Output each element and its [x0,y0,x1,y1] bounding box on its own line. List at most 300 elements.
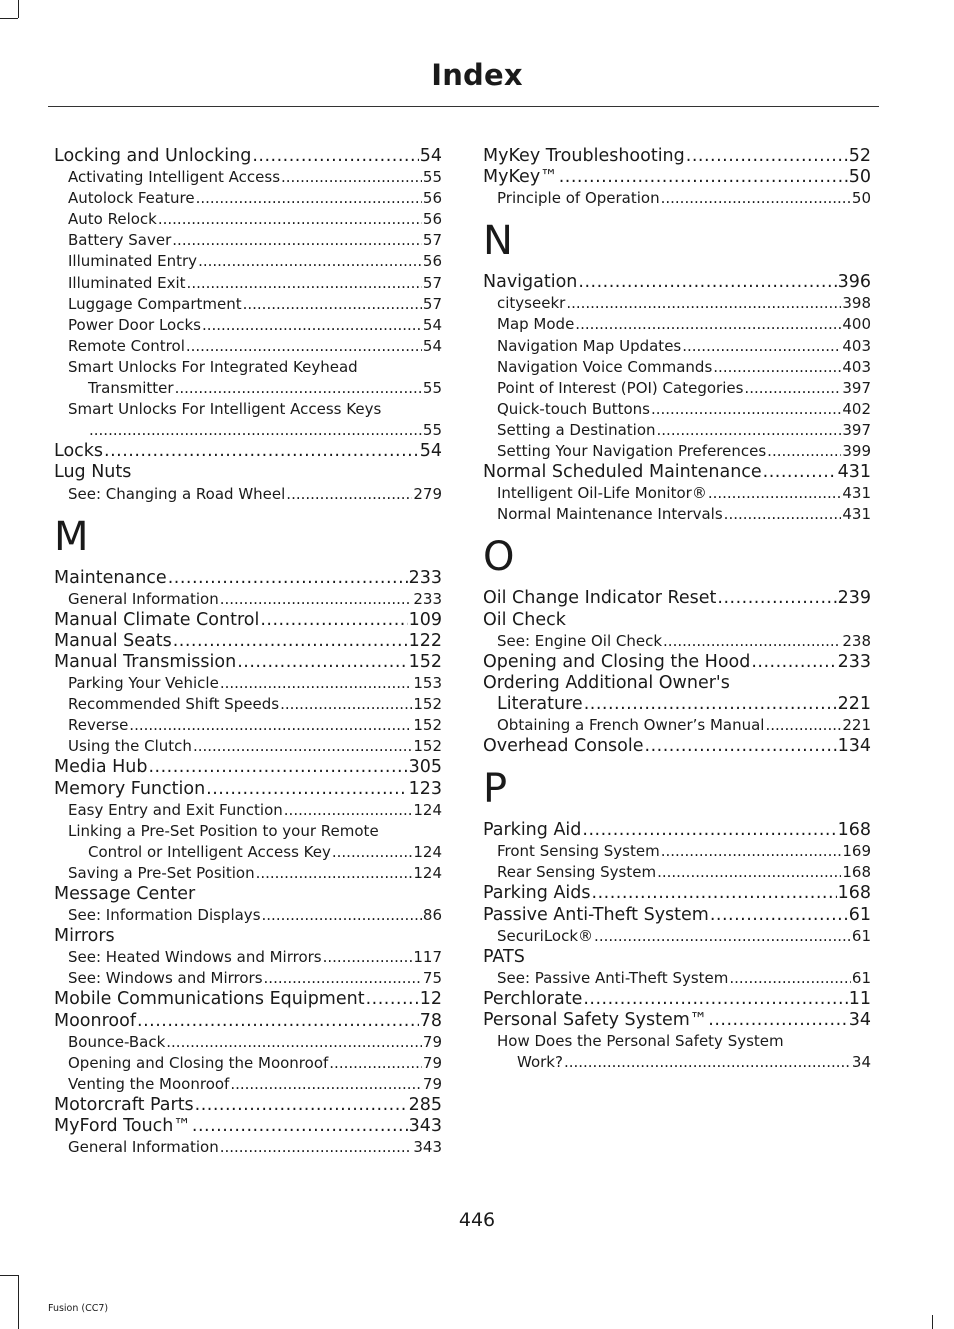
dot-leader [206,779,407,800]
entry-label: Map Mode [497,315,575,334]
dot-leader [661,841,842,862]
index-subentry[interactable] [483,378,871,399]
dot-leader [710,905,848,926]
page-title: Index [431,58,523,92]
index-subentry[interactable] [483,631,871,652]
index-subentry[interactable] [54,1032,442,1053]
page-reference: 61 [851,968,871,987]
dot-leader [89,420,422,441]
index-subentry[interactable] [483,483,871,504]
page-reference: 168 [837,883,871,904]
entry-label: Illuminated Exit [68,273,186,292]
index-subentry[interactable] [483,841,871,862]
index-subentry[interactable] [483,968,871,989]
dot-leader [663,631,841,652]
index-subentry[interactable] [483,188,871,209]
dot-leader [168,568,408,589]
entry-label: Parking Your Vehicle [68,674,219,693]
index-section-letter: M [54,513,89,560]
index-subentry[interactable] [54,315,442,336]
entry-label: Opening and Closing the Hood [483,651,751,672]
index-subentry[interactable] [54,209,442,230]
index-subentry[interactable] [54,905,442,926]
page-reference: 431 [842,484,871,503]
entry-label: Obtaining a French Owner’s Manual [497,715,765,734]
page-reference: 168 [837,820,871,841]
index-entry[interactable] [54,1011,442,1032]
page-reference: 54 [422,315,442,334]
page-reference: 34 [851,1053,871,1072]
page-reference: 239 [837,588,871,609]
entry-label: Reverse [68,716,129,735]
entry-label: Control or Intelligent Access Key [88,842,331,861]
index-subentry[interactable] [483,293,871,314]
dot-leader [260,610,407,631]
dot-leader [175,378,422,399]
entry-label: Passive Anti-Theft System [483,904,709,925]
index-subentry[interactable] [54,736,442,757]
dot-leader [262,905,422,926]
entry-label: Point of Interest (POI) Categories [497,378,744,397]
entry-label: Bounce-Back [68,1032,166,1051]
dot-leader [564,1052,851,1073]
dot-leader [237,652,407,673]
entry-label: Parking Aids [483,883,591,904]
index-subentry[interactable] [54,1137,442,1158]
page-reference: 396 [837,272,871,293]
page-reference: 398 [842,294,871,313]
entry-label: Locks [54,441,104,462]
entry-label: Manual Transmission [54,651,237,672]
page-reference: 285 [408,1094,442,1115]
entry-label: MyKey Troubleshooting [483,146,685,166]
index-subentry[interactable] [54,947,442,968]
index-subentry[interactable] [54,1053,442,1074]
page-reference: 343 [413,1138,442,1157]
entry-label: Navigation Map Updates [497,336,682,355]
index-entry[interactable] [54,568,442,589]
dot-leader [186,336,422,357]
index-entry[interactable] [54,1116,442,1137]
page-reference: 109 [408,609,442,630]
index-subentry-continuation[interactable] [54,420,442,441]
page-reference: 233 [408,567,442,588]
entry-label: Venting the Moonroof [68,1074,230,1093]
dot-leader [220,589,413,610]
crop-mark [18,0,19,18]
dot-leader [332,842,412,863]
dot-leader [230,1074,422,1095]
entry-label: MyFord Touch™ [54,1116,191,1137]
entry-label: Navigation [483,272,578,293]
dot-leader [713,357,841,378]
dot-leader [594,926,851,947]
index-entry[interactable] [483,272,871,293]
page-reference: 78 [419,1010,442,1031]
entry-label: Memory Function [54,778,206,799]
dot-leader [256,863,413,884]
index-entry[interactable] [483,146,871,167]
index-subentry[interactable] [483,926,871,947]
page-reference: 431 [837,462,871,483]
index-entry[interactable] [54,779,442,800]
entry-label: General Information [68,589,219,608]
page-reference: 152 [413,716,442,735]
dot-leader [592,883,837,904]
page-reference: 79 [422,1032,442,1051]
dot-leader [137,1011,419,1032]
entry-label: Opening and Closing the Moonroof [68,1053,329,1072]
page-reference: 221 [842,715,871,734]
entry-label: Rear Sensing System [497,863,657,882]
entry-label: Power Door Locks [68,315,201,334]
page-reference: 221 [837,693,871,714]
dot-leader [252,146,418,167]
dot-leader [172,230,422,251]
index-entry[interactable] [54,610,442,631]
index-section-letter: P [483,766,508,813]
entry-label: See: Windows and Mirrors [68,969,263,988]
dot-leader [220,673,413,694]
page-reference: 56 [422,210,442,229]
dot-leader [173,631,408,652]
page-reference: 123 [408,778,442,799]
index-subentry[interactable] [54,968,442,989]
index-subentry[interactable] [54,251,442,272]
page-reference: 124 [413,800,442,819]
index-subentry[interactable] [54,167,442,188]
index-subentry[interactable] [54,273,442,294]
crop-mark [18,1275,19,1329]
index-entry[interactable] [483,588,871,609]
page-reference: 61 [851,926,871,945]
page-reference: 169 [842,842,871,861]
entry-label: Normal Scheduled Maintenance [483,462,762,483]
dot-leader [708,483,842,504]
entry-label: Mobile Communications Equipment [54,989,365,1010]
index-column-left [54,146,442,1158]
dot-leader [366,989,419,1010]
dot-leader [744,378,841,399]
dot-leader [196,188,422,209]
index-subentry[interactable] [54,188,442,209]
index-entry[interactable] [483,989,871,1010]
index-subentry[interactable] [483,862,871,883]
page-reference: 54 [419,146,442,166]
page-reference: 86 [422,906,442,925]
page-reference: 168 [842,863,871,882]
index-subentry[interactable] [54,715,442,736]
page-reference: 134 [837,736,871,757]
index-entry-heading: Ordering Additional Owner's [483,672,730,693]
entry-label: Using the Clutch [68,737,192,756]
page-reference: 57 [422,231,442,250]
page-reference: 117 [413,948,442,967]
page-reference: 79 [422,1074,442,1093]
index-entry[interactable] [483,736,871,757]
entry-label: Front Sensing System [497,842,660,861]
page-reference: 403 [842,336,871,355]
dot-leader [661,188,851,209]
index-column-right [483,146,871,1073]
index-subentry[interactable] [54,589,442,610]
page-reference: 34 [848,1010,871,1030]
entry-label: MyKey™ [483,167,558,188]
page-reference: 152 [408,651,442,672]
title-divider [48,106,879,107]
index-entry-heading: Message Center [54,884,196,904]
index-section-letter: N [483,218,513,265]
entry-label: Normal Maintenance Intervals [497,505,723,524]
index-subentry-text: How Does the Personal Safety System [497,1032,784,1051]
index-entry-heading: Mirrors [54,926,115,947]
entry-label: Saving a Pre-Set Position [68,863,255,882]
dot-leader [584,694,837,715]
index-subentry-continuation[interactable] [54,842,442,863]
entry-label: Navigation Voice Commands [497,357,713,376]
index-subentry-continuation[interactable] [54,378,442,399]
entry-label: Maintenance [54,567,167,588]
page-reference: 399 [842,442,871,461]
crop-mark [0,1275,18,1276]
entry-label: Quick-touch Buttons [497,399,650,418]
page-reference: 50 [848,167,871,188]
entry-label: SecuriLock® [497,926,594,945]
index-subentry[interactable] [54,800,442,821]
page-reference: 55 [422,168,442,187]
entry-label: See: Heated Windows and Mirrors [68,948,322,967]
page-reference: 153 [413,674,442,693]
index-subentry[interactable] [54,336,442,357]
entry-label: Literature [497,693,583,714]
dot-leader [243,294,422,315]
dot-leader [193,736,412,757]
index-entry[interactable] [483,905,871,926]
index-subentry[interactable] [54,230,442,251]
page-reference: 61 [848,904,871,925]
page-reference: 400 [842,315,871,334]
entry-label: Overhead Console [483,736,644,757]
page-reference: 233 [413,589,442,608]
page-number: 446 [458,1209,496,1231]
page-reference: 152 [413,695,442,714]
dot-leader [717,588,836,609]
entry-label: Setting Your Navigation Preferences [497,442,767,461]
index-subentry[interactable] [54,1074,442,1095]
page-reference: 52 [848,146,871,166]
entry-label: Manual Climate Control [54,609,260,630]
entry-label: Illuminated Entry [68,252,198,271]
index-entry[interactable] [483,1010,871,1031]
page-reference: 122 [408,630,442,651]
dot-leader [192,1116,408,1137]
index-entry[interactable] [483,462,871,483]
entry-label: Oil Change Indicator Reset [483,588,717,609]
page-reference: 55 [422,379,442,398]
index-entry[interactable] [54,631,442,652]
dot-leader [198,251,422,272]
page-reference: 124 [413,842,442,861]
dot-leader [284,800,413,821]
page-reference: 397 [842,420,871,439]
dot-leader [767,441,841,462]
page-reference: 12 [419,989,442,1010]
dot-leader [582,820,836,841]
entry-label: Media Hub [54,757,148,778]
page-reference: 402 [842,399,871,418]
index-entry[interactable] [483,883,871,904]
page-reference: 54 [419,441,442,462]
index-section-letter: O [483,534,515,581]
entry-label: Motorcraft Parts [54,1094,194,1115]
entry-label: See: Information Displays [68,906,261,925]
index-subentry[interactable] [54,694,442,715]
entry-label: See: Changing a Road Wheel [68,484,286,503]
entry-label: Autolock Feature [68,189,195,208]
page-reference: 431 [842,505,871,524]
dot-leader [708,1010,847,1031]
index-entry-continuation[interactable] [483,694,871,715]
dot-leader [187,273,422,294]
crop-mark [0,18,18,19]
index-entry[interactable] [54,757,442,778]
index-subentry[interactable] [54,863,442,884]
index-subentry-text: Smart Unlocks For Integrated Keyhead [68,357,358,376]
page-reference: 403 [842,357,871,376]
dot-leader [566,293,841,314]
index-subentry[interactable] [54,484,442,505]
index-subentry[interactable] [483,420,871,441]
page-reference: 75 [422,969,442,988]
crop-mark [932,1315,933,1329]
index-entry[interactable] [483,652,871,673]
page-reference: 56 [422,189,442,208]
index-entry[interactable] [483,820,871,841]
entry-label: See: Engine Oil Check [497,631,663,650]
dot-leader [220,1137,413,1158]
dot-leader [682,336,841,357]
page-reference: 50 [851,189,871,208]
page-reference: 233 [837,651,871,672]
dot-leader [729,968,851,989]
entry-label: Parking Aid [483,820,582,841]
index-subentry[interactable] [54,673,442,694]
dot-leader [765,715,841,736]
entry-label: Setting a Destination [497,420,656,439]
entry-label: See: Passive Anti-Theft System [497,968,729,987]
dot-leader [129,715,412,736]
index-subentry-text: Smart Unlocks For Intelligent Access Keys [68,400,382,419]
index-subentry[interactable] [483,715,871,736]
page-reference: 79 [422,1053,442,1072]
dot-leader [724,504,842,525]
dot-leader [202,315,422,336]
dot-leader [686,146,848,167]
index-subentry[interactable] [483,357,871,378]
index-entry-heading: Oil Check [483,609,566,630]
index-subentry[interactable] [483,399,871,420]
page-reference: 124 [413,863,442,882]
dot-leader [329,1053,422,1074]
entry-label: Auto Relock [68,210,157,229]
dot-leader [751,652,836,673]
entry-label: Intelligent Oil-Life Monitor® [497,484,707,503]
dot-leader [158,209,422,230]
index-entry-heading: PATS [483,946,525,967]
index-subentry[interactable] [483,504,871,525]
dot-leader [763,462,837,483]
dot-leader [264,968,422,989]
entry-label: Personal Safety System™ [483,1010,708,1030]
dot-leader [578,272,836,293]
dot-leader [657,862,841,883]
entry-label: General Information [68,1138,219,1157]
index-entry[interactable] [483,167,871,188]
dot-leader [281,167,422,188]
index-subentry-text: Linking a Pre-Set Position to your Remote [68,821,379,840]
index-subentry[interactable] [483,336,871,357]
entry-label: Recommended Shift Speeds [68,695,280,714]
dot-leader [286,484,412,505]
dot-leader [559,167,848,188]
dot-leader [657,420,842,441]
index-subentry[interactable] [54,294,442,315]
index-entry[interactable] [54,1095,442,1116]
dot-leader [651,399,841,420]
entry-label: cityseekr [497,294,566,313]
index-subentry[interactable] [483,314,871,335]
dot-leader [280,694,412,715]
entry-label: Work? [517,1053,563,1072]
index-subentry-continuation[interactable] [483,1052,871,1073]
entry-label: Easy Entry and Exit Function [68,800,283,819]
dot-leader [166,1032,422,1053]
dot-leader [148,757,407,778]
entry-label: Transmitter [88,379,174,398]
page-reference: 279 [413,484,442,503]
page-reference: 397 [842,378,871,397]
dot-leader [575,314,841,335]
entry-label: Manual Seats [54,630,172,651]
entry-label: Remote Control [68,336,185,355]
entry-label: Moonroof [54,1010,136,1031]
entry-label: Principle of Operation [497,189,660,208]
index-entry[interactable] [54,652,442,673]
entry-label: Locking and Unlocking [54,146,252,166]
dot-leader [323,947,413,968]
page-reference: 56 [422,252,442,271]
entry-label: Activating Intelligent Access [68,168,281,187]
dot-leader [583,989,847,1010]
page-reference: 57 [422,273,442,292]
index-entry[interactable] [54,441,442,462]
dot-leader [195,1095,408,1116]
page-reference: 343 [408,1116,442,1137]
dot-leader [104,441,419,462]
index-subentry[interactable] [483,441,871,462]
page-reference: 57 [422,294,442,313]
entry-label: Luggage Compartment [68,294,242,313]
page-reference: 152 [413,737,442,756]
dot-leader [645,736,837,757]
index-entry[interactable] [54,989,442,1010]
index-entry[interactable] [54,146,442,167]
page-reference: 11 [848,988,871,1009]
footer-model-label: Fusion (CC7) [48,1303,109,1314]
page-reference: 55 [422,421,442,440]
index-entry-heading: Lug Nuts [54,462,132,483]
page-reference: 238 [842,631,871,650]
